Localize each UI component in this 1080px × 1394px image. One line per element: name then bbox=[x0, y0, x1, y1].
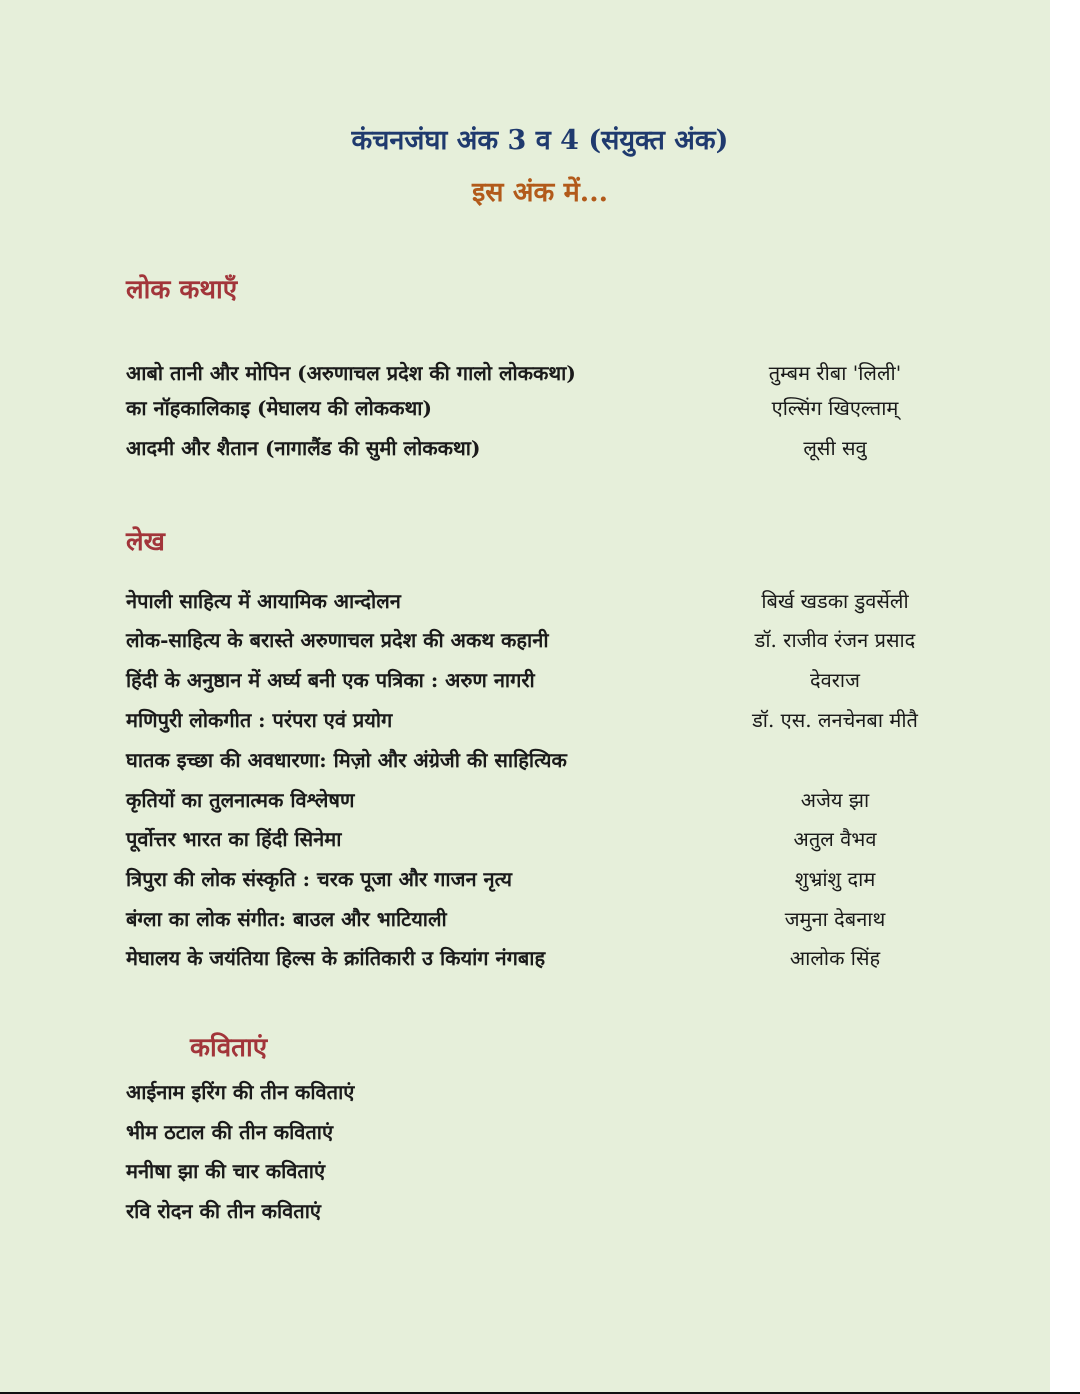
section-heading-poems: कविताएं bbox=[190, 1033, 268, 1063]
entry-author: डॉ. राजीव रंजन प्रसाद bbox=[754, 628, 916, 652]
entry-author: अतुल वैभव bbox=[793, 827, 877, 851]
issue-title: कंचनजंघा अंक 3 व 4 (संयुक्त अंक) bbox=[351, 125, 729, 156]
entry-author: एल्सिंग खिएल्ताम् bbox=[771, 396, 899, 420]
entry-title: आईनाम इरिंग की तीन कविताएं bbox=[126, 1080, 355, 1104]
entry-author: देवराज bbox=[810, 668, 860, 692]
entry-title: आदमी और शैतान (नागालैंड की सुमी लोककथा) bbox=[126, 436, 481, 460]
entry-title: पूर्वोत्तर भारत का हिंदी सिनेमा bbox=[126, 827, 342, 851]
entry-author: शुभ्रांशु दाम bbox=[794, 867, 876, 891]
entry-title: रवि रोदन की तीन कविताएं bbox=[126, 1199, 321, 1223]
entry-author: तुम्बम रीबा 'लिली' bbox=[768, 361, 902, 385]
entry-title: मणिपुरी लोकगीत : परंपरा एवं प्रयोग bbox=[126, 708, 393, 732]
entry-author: अजेय झा bbox=[800, 788, 870, 812]
entry-author: जमुना देबनाथ bbox=[784, 907, 886, 931]
entry-title: मेघालय के जयंतिया हिल्स के क्रांतिकारी उ कियांग नंगबाह bbox=[126, 946, 546, 970]
entry-title: भीम ठटाल की तीन कविताएं bbox=[126, 1120, 334, 1144]
entry-title: लोक-साहित्य के बरास्ते अरुणाचल प्रदेश की अकथ कहानी bbox=[126, 628, 549, 652]
entry-author: आलोक सिंह bbox=[789, 946, 881, 970]
issue-subtitle: इस अंक में... bbox=[471, 177, 609, 208]
entry-title: बंग्ला का लोक संगीत: बाउल और भाटियाली bbox=[126, 907, 447, 931]
entry-title: कृतियों का तुलनात्मक विश्लेषण bbox=[126, 788, 355, 812]
entry-title: आबो तानी और मोपिन (अरुणाचल प्रदेश की गालो लोककथा) bbox=[126, 361, 576, 385]
entry-author: बिर्ख खडका डुवर्सेली bbox=[761, 589, 909, 613]
entry-title: घातक इच्छा की अवधारणा: मिज़ो और अंग्रेजी की साहित्यिक bbox=[126, 748, 567, 772]
entry-title: का नॉहकालिकाइ (मेघालय की लोककथा) bbox=[126, 396, 432, 420]
entry-title: त्रिपुरा की लोक संस्कृति : चरक पूजा और गाजन नृत्य bbox=[126, 867, 513, 891]
entry-title: हिंदी के अनुष्ठान में अर्घ्य बनी एक पत्रिका : अरुण नागरी bbox=[126, 668, 535, 692]
section-heading-folk-tales: लोक कथाएँ bbox=[126, 275, 238, 305]
entry-title: मनीषा झा की चार कविताएं bbox=[126, 1159, 326, 1183]
section-heading-articles: लेख bbox=[126, 527, 165, 557]
entry-author: डॉ. एस. लनचेनबा मीतै bbox=[752, 708, 918, 732]
entry-title: नेपाली साहित्य में आयामिक आन्दोलन bbox=[126, 589, 401, 613]
entry-author: लूसी सवु bbox=[803, 436, 867, 460]
